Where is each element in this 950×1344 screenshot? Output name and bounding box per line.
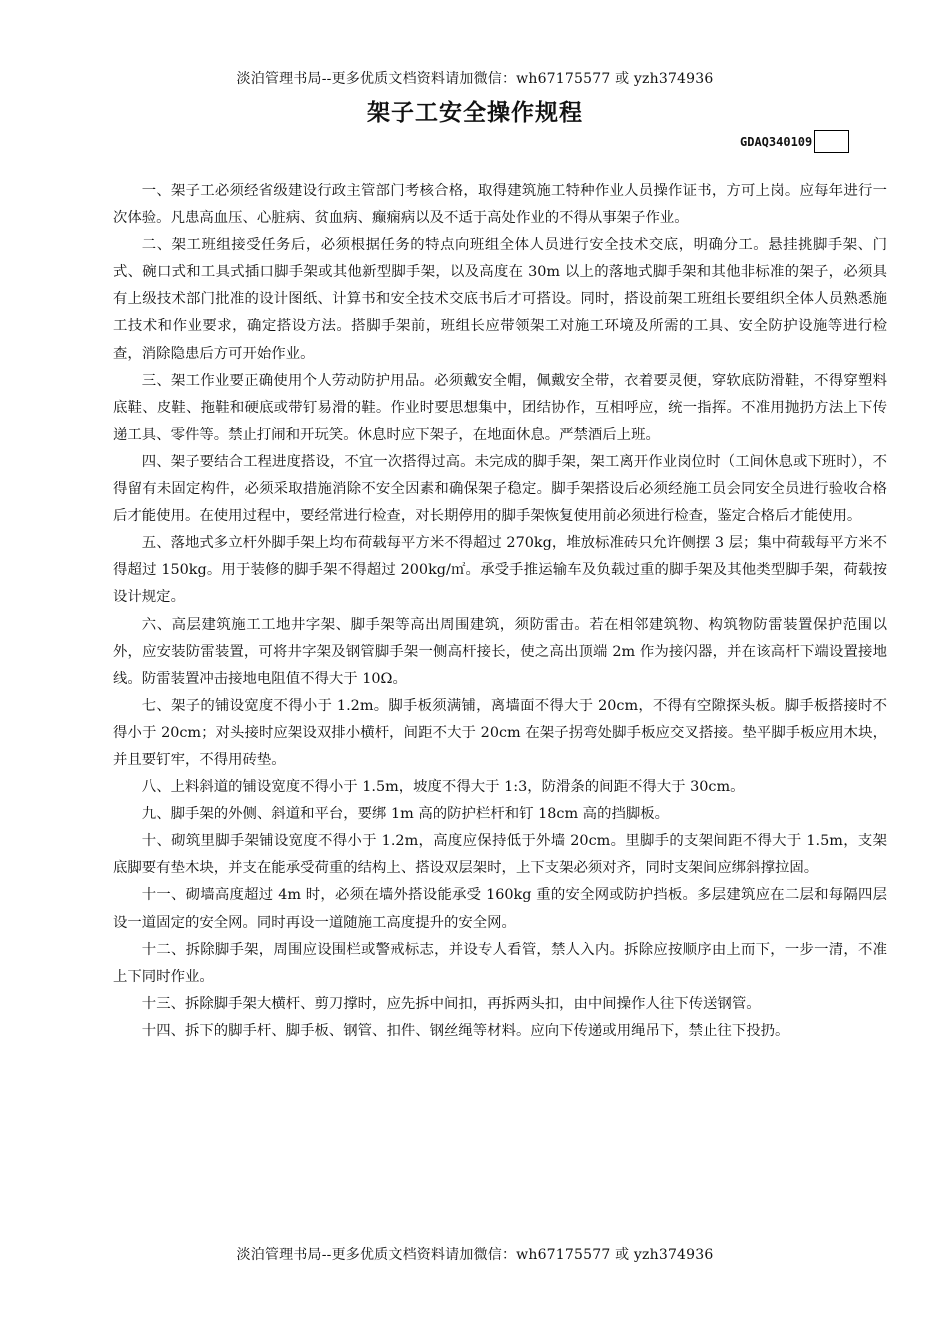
clause-5: 五、落地式多立杆外脚手架上均布荷载每平方米不得超过 270kg，堆放标准砖只允许侧摆 3 层；集中荷载每平方米不得超过 150kg。用于装修的脚手架不得超过 200kg/㎡。承受手推运输车及负载过重的脚手架及其他类型脚手架，荷载按设计规定。 — [113, 535, 887, 606]
clause-2: 二、架工班组接受任务后，必须根据任务的特点向班组全体人员进行安全技术交底，明确分工。悬挂挑脚手架、门式、碗口式和工具式插口脚手架或其他新型脚手架，以及高度在 30m 以上的落地式脚手架和其他非标准的架子，必须具有上级技术部门批准的设计图纸、计算书和安全技术交底书后才可搭设。同时，搭设前架工班组长要组织全体人员熟悉施工技术和作业要求，确定搭设方法。搭脚手架前，班组长应带领架工对施工环境及所需的工具、安全防护设施等进行检查，消除隐患后方可开始作业。 — [113, 237, 887, 362]
clause-13: 十三、拆除脚手架大横杆、剪刀撑时，应先拆中间扣，再拆两头扣，由中间操作人往下传送钢管。 — [141, 995, 761, 1012]
clause-4: 四、架子要结合工程进度搭设，不宜一次搭得过高。未完成的脚手架，架工离开作业岗位时（工间休息或下班时），不得留有未固定构件，必须采取措施消除不安全因素和确保架子稳定。脚手架搭设后必须经施工员会同安全员进行验收合格后才能使用。在使用过程中，要经常进行检查，对长期停用的脚手架恢复使用前必须进行检查，鉴定合格后才能使用。 — [113, 453, 887, 525]
clause-3: 三、架工作业要正确使用个人劳动防护用品。必须戴安全帽，佩戴安全带，衣着要灵便，穿软底防滑鞋，不得穿塑料底鞋、皮鞋、拖鞋和硬底或带钉易滑的鞋。作业时要思想集中，团结协作，互相呼应，统一指挥。不准用抛扔方法上下传递工具、零件等。禁止打闹和开玩笑。休息时应下架子，在地面休息。严禁酒后上班。 — [113, 372, 887, 443]
page-title: 架子工安全操作规程 — [367, 100, 583, 126]
regulation-body — [113, 178, 887, 1045]
document-code-block — [740, 130, 849, 153]
clause-14: 十四、拆下的脚手杆、脚手板、钢管、扣件、钢丝绳等材料。应向下传递或用绳吊下，禁止往下投扔。 — [141, 1022, 790, 1039]
clause-9: 九、脚手架的外侧、斜道和平台，要绑 1m 高的防护栏杆和钉 18cm 高的挡脚板。 — [141, 806, 670, 823]
clause-8: 八、上料斜道的铺设宽度不得小于 1.5m，坡度不得大于 1:3，防滑条的间距不得大于 30cm。 — [141, 779, 745, 796]
clause-10: 十、砌筑里脚手架铺设宽度不得小于 1.2m，高度应保持低于外墙 20cm。里脚手的支架间距不得大于 1.5m，支架底脚要有垫木块，并支在能承受荷重的结构上、搭设双层架时，上下支架必须对齐，同时支架间应绑斜撑拉固。 — [113, 833, 887, 877]
document-code: GDAQ340109 — [740, 134, 813, 149]
footer-watermark-note: 淡泊管理书局--更多优质文档资料请加微信：wh67175577 或 yzh374936 — [236, 1247, 714, 1263]
header-watermark-note: 淡泊管理书局--更多优质文档资料请加微信：wh67175577 或 yzh374936 — [236, 71, 714, 87]
clause-6: 六、高层建筑施工工地井字架、脚手架等高出周围建筑，须防雷击。若在相邻建筑物、构筑物防雷装置保护范围以外，应安装防雷装置，可将井字架及钢管脚手架一侧高杆接长，使之高出顶端 2m 作为接闪器，并在该高杆下端设置接地线。防雷装置冲击接地电阻值不得大于 10Ω。 — [113, 616, 887, 687]
document-code-box — [814, 130, 849, 153]
clause-12: 十二、拆除脚手架，周围应设围栏或警戒标志，并设专人看管，禁人入内。拆除应按顺序由上而下，一步一清，不准上下同时作业。 — [113, 941, 887, 985]
clause-1: 一、架子工必须经省级建设行政主管部门考核合格，取得建筑施工特种作业人员操作证书，方可上岗。应每年进行一次体验。凡患高血压、心脏病、贫血病、癫痫病以及不适于高处作业的不得从事架子作业。 — [113, 183, 887, 227]
clause-11: 十一、砌墙高度超过 4m 时，必须在墙外搭设能承受 160kg 重的安全网或防护挡板。多层建筑应在二层和每隔四层设一道固定的安全网。同时再设一道随施工高度提升的安全网。 — [113, 887, 887, 931]
clause-7: 七、架子的铺设宽度不得小于 1.2m。脚手板须满铺，离墙面不得大于 20cm，不得有空隙探头板。脚手板搭接时不得小于 20cm；对头接时应架设双排小横杆，间距不大于 20cm 在架子拐弯处脚手板应交叉搭接。垫平脚手板应用木块，并且要钉牢，不得用砖垫。 — [113, 697, 887, 768]
